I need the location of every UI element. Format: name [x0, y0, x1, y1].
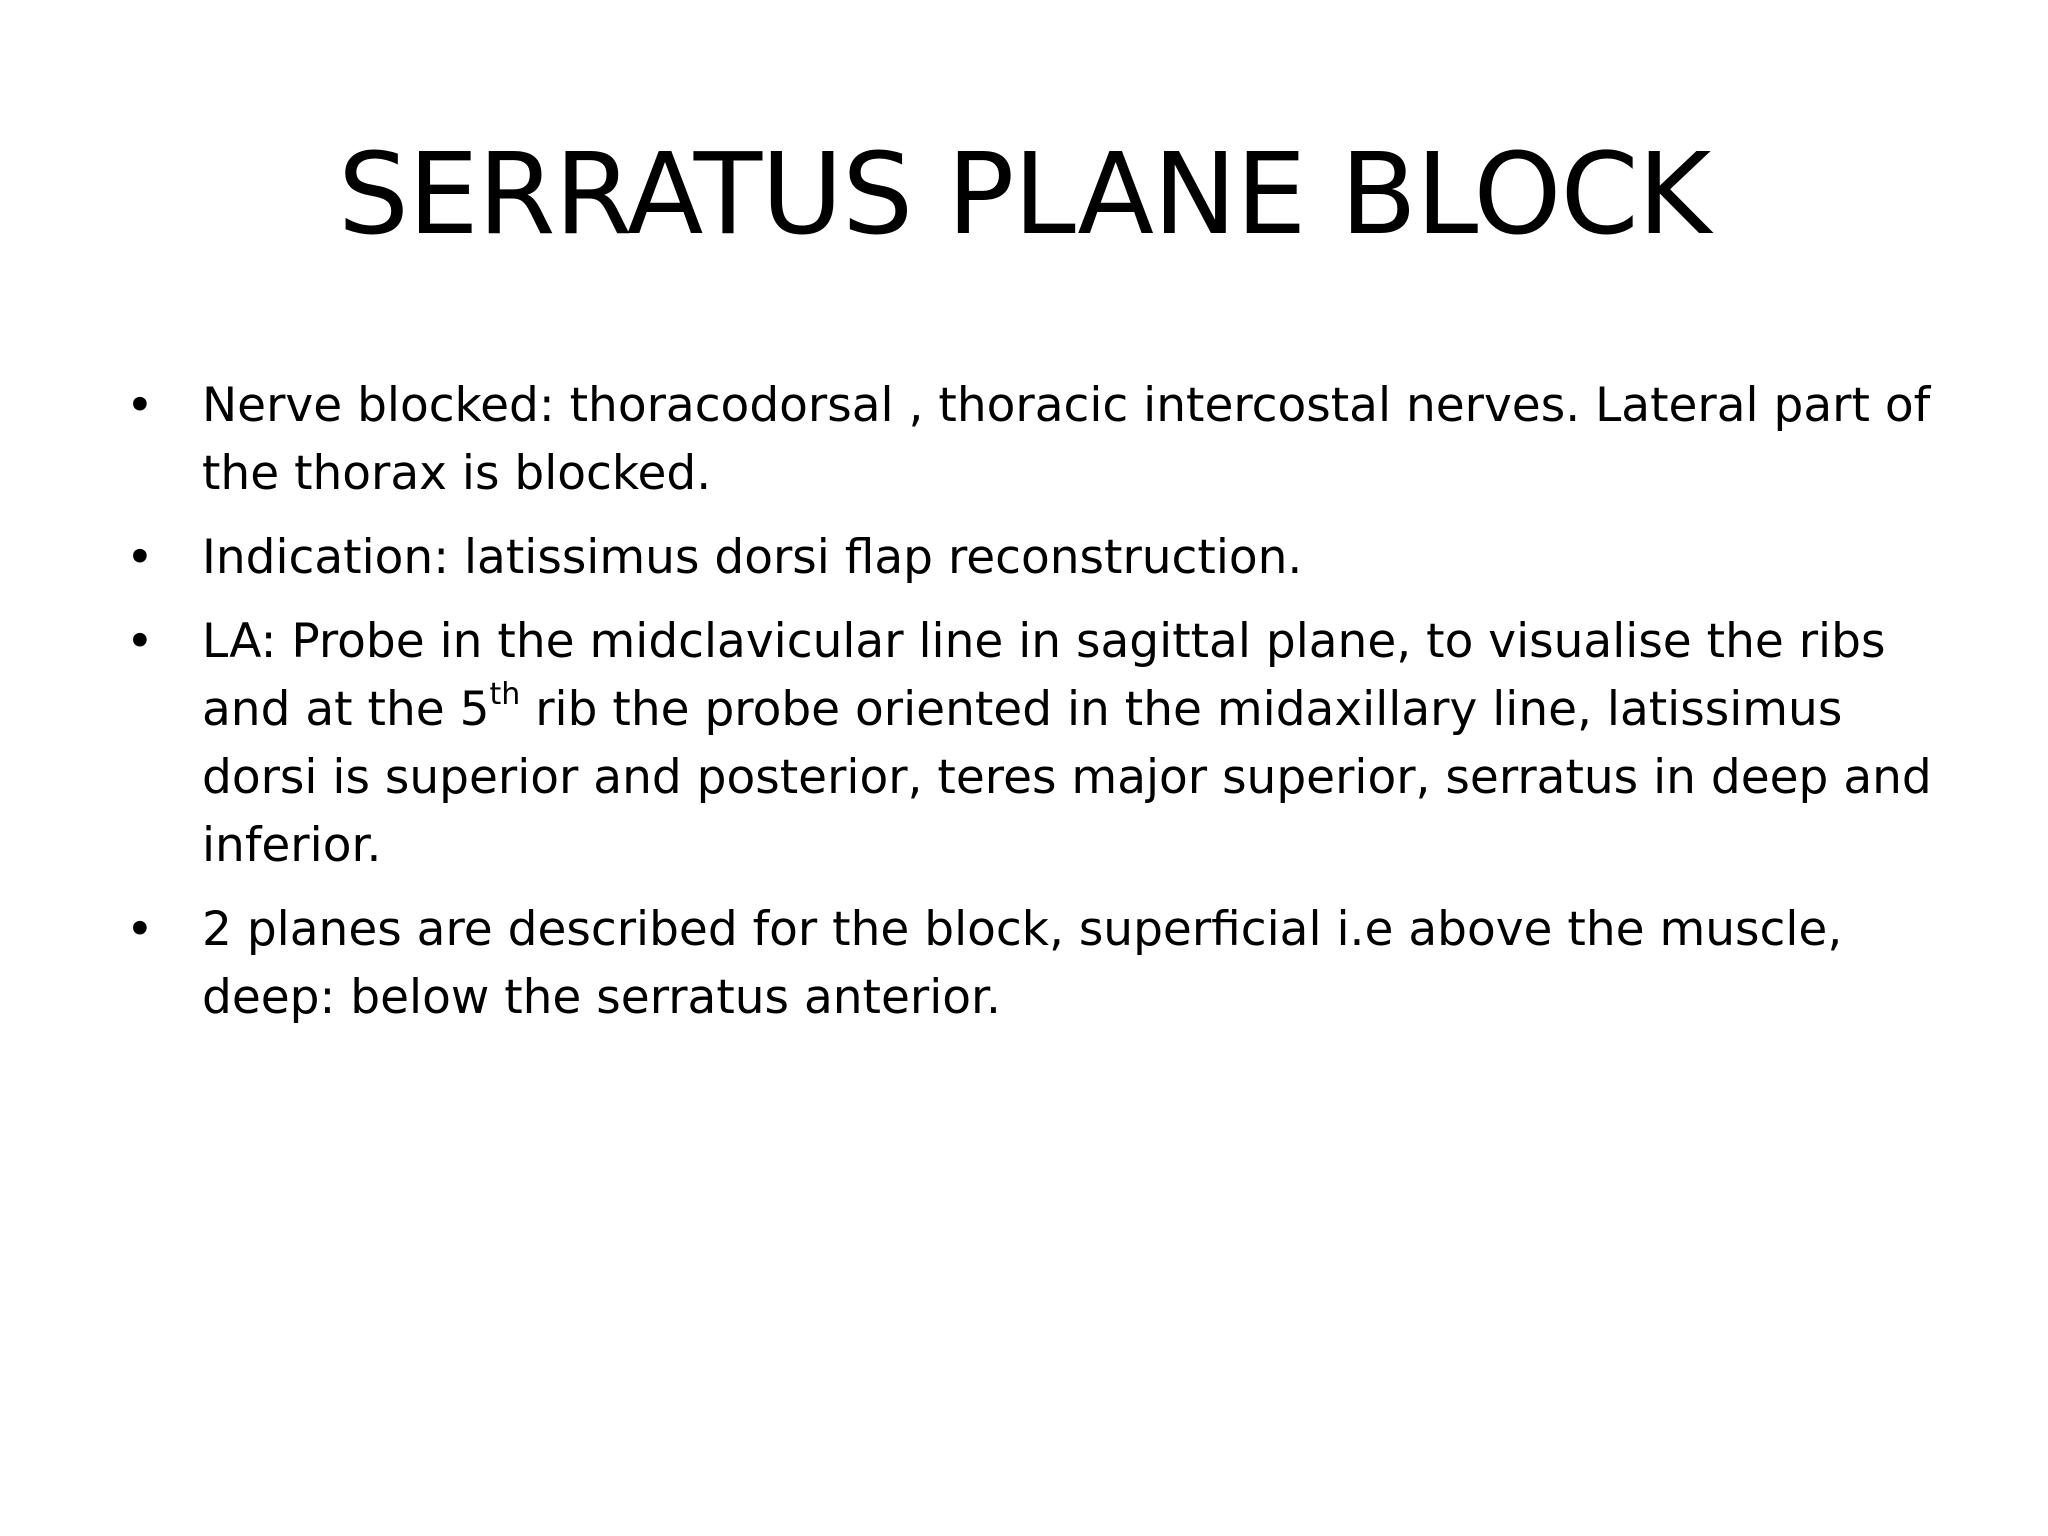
- list-item: [126, 896, 1946, 1032]
- bullet-list: [126, 372, 1946, 1048]
- slide-title: SERRATUS PLANE BLOCK: [337, 130, 1711, 260]
- bullet-text: 2 planes are described for the block, superficial i.e above the muscle, deep: below the serratus anterior.: [202, 902, 1843, 1025]
- ordinal-superscript: th: [489, 677, 521, 713]
- bullet-text-part: rib the probe oriented in the midaxillary line, latissimus dorsi is superior and posterior, teres major superior, serratus in deep and inferior.: [202, 682, 1932, 873]
- list-item: [126, 608, 1946, 880]
- bullet-icon: •: [126, 378, 154, 433]
- bullet-text: Nerve blocked: thoracodorsal , thoracic intercostal nerves. Lateral part of the thorax is blocked.: [202, 378, 1931, 501]
- list-item: [126, 524, 1946, 592]
- bullet-icon: •: [126, 902, 154, 957]
- bullet-text: Indication: latissimus dorsi flap reconstruction.: [202, 530, 1303, 585]
- bullet-text: [202, 614, 1932, 873]
- bullet-text-part: LA: Probe in the midclavicular line in sagittal plane, to visualise the ribs and at the 5: [202, 614, 1886, 737]
- bullet-icon: •: [126, 614, 154, 669]
- list-item: [126, 372, 1946, 508]
- bullet-icon: •: [126, 530, 154, 585]
